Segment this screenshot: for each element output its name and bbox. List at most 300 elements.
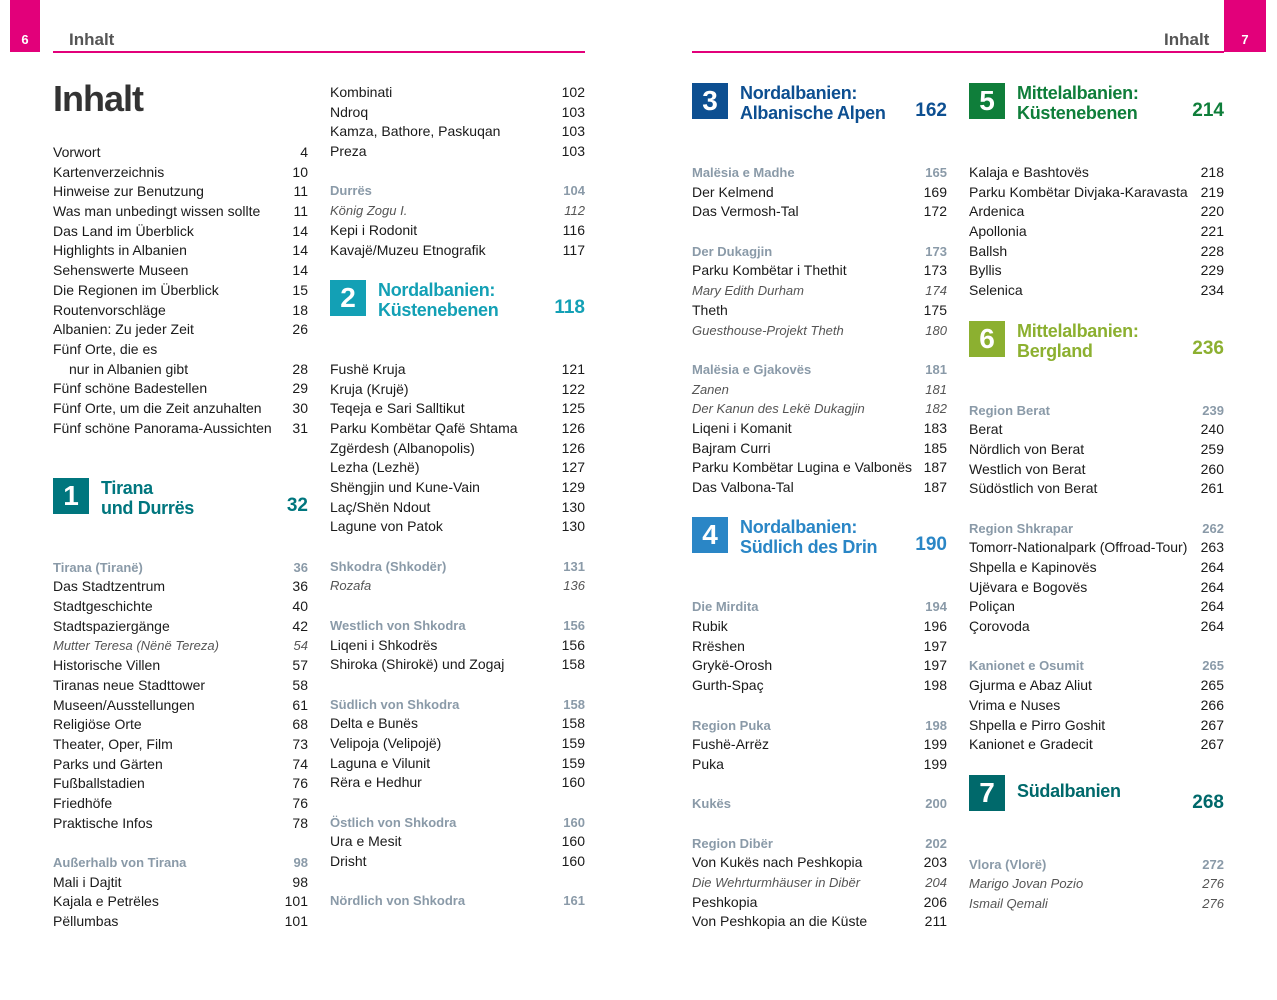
spacer xyxy=(692,814,947,834)
toc-entry[interactable] xyxy=(969,222,1224,242)
toc-entry-label: Rubik xyxy=(692,618,728,635)
chapter-page-number: 214 xyxy=(1192,100,1224,121)
toc-entry[interactable] xyxy=(969,716,1224,736)
toc-entry[interactable] xyxy=(969,261,1224,281)
toc-entry[interactable] xyxy=(330,517,585,537)
toc-entry-page: 61 xyxy=(292,696,308,713)
spacer xyxy=(692,498,947,518)
toc-entry[interactable] xyxy=(692,637,947,657)
toc-entry[interactable] xyxy=(330,103,585,123)
toc-entry-label: Liqeni i Shkodrës xyxy=(330,636,438,653)
toc-entry[interactable] xyxy=(692,853,947,873)
spacer xyxy=(692,340,947,360)
toc-entry[interactable] xyxy=(53,399,308,419)
right-page-number-tab xyxy=(1224,0,1266,52)
toc-entry-page: 98 xyxy=(293,855,308,871)
toc-entry-page: 29 xyxy=(292,380,308,397)
toc-feature-entry[interactable] xyxy=(53,636,308,656)
toc-entry-page: 28 xyxy=(292,360,308,377)
chapter-title-line-1: Mittelalbanien: xyxy=(1017,320,1139,341)
toc-entry-page: 187 xyxy=(923,459,947,476)
toc-entry-label: Rrëshen xyxy=(692,637,745,654)
toc-entry-page: 57 xyxy=(292,657,308,674)
toc-entry[interactable] xyxy=(969,281,1224,301)
chapter-title-line-1: Nordalbanien: xyxy=(740,83,858,103)
toc-entry-label: Theth xyxy=(692,301,728,318)
toc-entry-label: Delta e Bunës xyxy=(330,715,418,732)
toc-entry-page: 76 xyxy=(292,794,308,811)
toc-section-heading[interactable] xyxy=(969,519,1224,539)
chapter-heading-4[interactable] xyxy=(692,517,947,597)
toc-entry-label: Parku Kombëtar Divjaka-Karavasta xyxy=(969,183,1188,200)
toc-entry-label: Theater, Oper, Film xyxy=(53,735,173,752)
toc-entry-page: 101 xyxy=(284,913,308,930)
toc-entry-label: Von Kukës nach Peshkopia xyxy=(692,854,863,871)
toc-section-heading[interactable] xyxy=(330,891,585,911)
chapter-title-line-2: Küstenebenen xyxy=(1017,103,1138,123)
toc-entry[interactable] xyxy=(330,498,585,518)
toc-entry-label: Grykë-Orosh xyxy=(692,657,773,674)
toc-entry-page: 239 xyxy=(1202,402,1224,418)
toc-entry-page: 73 xyxy=(292,735,308,752)
toc-feature-entry[interactable] xyxy=(969,894,1224,914)
toc-entry-label: Kombinati xyxy=(330,84,393,100)
chapter-number-badge: 1 xyxy=(53,478,89,514)
toc-entry-label: Region Dibër xyxy=(692,835,773,851)
chapter-title-line-2: Albanische Alpen xyxy=(740,103,886,123)
toc-entry[interactable] xyxy=(692,458,947,478)
toc-entry[interactable] xyxy=(53,597,308,617)
toc-entry[interactable] xyxy=(969,440,1224,460)
toc-entry-label: Velipoja (Velipojë) xyxy=(330,734,442,751)
toc-entry-label: Gurth-Spaç xyxy=(692,677,764,694)
toc-feature-entry[interactable] xyxy=(692,399,947,419)
toc-entry[interactable] xyxy=(692,676,947,696)
toc-entry-page: 122 xyxy=(561,380,585,397)
toc-entry[interactable] xyxy=(969,538,1224,558)
toc-entry-page: 198 xyxy=(923,677,947,694)
chapter-title-line-1: Nordalbanien: xyxy=(378,279,496,300)
toc-entry-page: 272 xyxy=(1202,856,1224,872)
toc-entry-label: Albanien: Zu jeder Zeit xyxy=(53,321,194,338)
toc-entry-label: Teqeja e Sari Salltikut xyxy=(330,400,465,417)
toc-entry[interactable] xyxy=(53,755,308,775)
chapter-heading-3[interactable] xyxy=(692,83,947,163)
toc-entry-label: Zanen xyxy=(692,381,729,397)
toc-entry[interactable] xyxy=(53,320,308,340)
toc-entry-page: 160 xyxy=(561,833,585,850)
toc-entry[interactable] xyxy=(692,656,947,676)
toc-entry-label: Mary Edith Durham xyxy=(692,283,804,299)
toc-entry-label: Parku Kombëtar Qafë Shtama xyxy=(330,419,518,436)
toc-entry[interactable] xyxy=(692,301,947,321)
toc-entry-page: 11 xyxy=(293,183,308,200)
toc-entry-label: Kukës xyxy=(692,796,732,812)
toc-entry[interactable] xyxy=(53,241,308,261)
toc-entry[interactable] xyxy=(53,873,308,893)
toc-entry[interactable] xyxy=(53,617,308,637)
toc-entry-label: Peshkopia xyxy=(692,893,758,910)
toc-entry-page: 130 xyxy=(561,498,585,515)
toc-entry-label: Vrima e Nuses xyxy=(969,696,1061,713)
chapter-number-badge: 3 xyxy=(692,83,728,119)
left-header-rule xyxy=(53,51,585,53)
chapter-heading-6[interactable] xyxy=(969,321,1224,401)
toc-entry-label: Kanionet e Gradecit xyxy=(969,736,1093,753)
toc-entry-page: 204 xyxy=(925,875,947,890)
toc-entry-continuation[interactable] xyxy=(53,360,308,380)
left-header-title: Inhalt xyxy=(69,30,115,49)
toc-entry-page: 131 xyxy=(563,558,585,574)
toc-entry-page: 264 xyxy=(1200,559,1224,575)
toc-entry[interactable] xyxy=(53,143,308,163)
toc-entry-page: 194 xyxy=(925,599,947,615)
chapter-title-line-1: Tirana xyxy=(101,477,153,498)
toc-entry-page: 182 xyxy=(925,401,947,417)
toc-entry[interactable] xyxy=(969,242,1224,262)
toc-entry[interactable] xyxy=(330,360,585,380)
toc-entry-page: 264 xyxy=(1200,598,1224,615)
toc-feature-entry[interactable] xyxy=(692,281,947,301)
toc-entry-label: Kalaja e Bashtovës xyxy=(969,164,1089,180)
toc-entry[interactable] xyxy=(969,479,1224,499)
toc-entry[interactable] xyxy=(969,696,1224,716)
chapter-number-badge: 5 xyxy=(969,83,1005,119)
toc-entry-label: Südöstlich von Berat xyxy=(969,480,1098,497)
chapter-number-badge: 6 xyxy=(969,321,1005,357)
chapter-title-line-2: und Durrës xyxy=(101,497,195,518)
toc-entry[interactable] xyxy=(330,399,585,419)
toc-entry-page: 68 xyxy=(292,716,308,733)
toc-entry-page: 197 xyxy=(923,637,947,654)
toc-entry[interactable] xyxy=(53,419,308,439)
toc-entry-label: Region Puka xyxy=(692,717,771,733)
toc-entry-page: 36 xyxy=(293,559,308,575)
toc-entry-label: Kanionet e Osumit xyxy=(969,658,1084,674)
chapter-number-badge: 4 xyxy=(692,517,728,553)
toc-entry-page: 101 xyxy=(284,893,308,910)
toc-entry-label: Der Dukagjin xyxy=(692,243,773,259)
toc-entry-page: 76 xyxy=(292,775,308,792)
toc-entry[interactable] xyxy=(53,676,308,696)
toc-entry-label: Laguna e Vilunit xyxy=(330,754,431,771)
toc-entry[interactable] xyxy=(53,163,308,183)
toc-entry-label: Parku Kombëtar i Thethit xyxy=(692,262,847,279)
toc-entry-label: Poliçan xyxy=(969,598,1015,615)
toc-entry-page: 130 xyxy=(561,518,585,535)
toc-entry-label: Preza xyxy=(330,143,367,160)
toc-feature-entry[interactable] xyxy=(969,874,1224,894)
toc-entry[interactable] xyxy=(330,734,585,754)
toc-section-heading[interactable] xyxy=(692,834,947,854)
toc-entry[interactable] xyxy=(53,577,308,597)
chapter-heading-5[interactable] xyxy=(969,83,1224,163)
toc-feature-entry[interactable] xyxy=(330,201,585,221)
toc-entry-label: Region Berat xyxy=(969,402,1050,418)
toc-entry-page: 103 xyxy=(561,103,585,120)
spacer xyxy=(969,637,1224,657)
toc-entry-page: 15 xyxy=(292,281,308,298)
toc-entry[interactable] xyxy=(330,832,585,852)
toc-section-heading[interactable] xyxy=(53,558,308,578)
toc-entry[interactable] xyxy=(969,420,1224,440)
chapter-title xyxy=(101,478,308,518)
toc-entry[interactable] xyxy=(53,379,308,399)
toc-entry-page: 112 xyxy=(564,203,585,219)
toc-entry-label: Praktische Infos xyxy=(53,814,153,831)
toc-entry-label: Westlich von Berat xyxy=(969,460,1086,477)
toc-entry-page: 42 xyxy=(292,617,308,634)
toc-entry[interactable] xyxy=(692,202,947,222)
toc-entry[interactable] xyxy=(330,439,585,459)
toc-entry-page: 36 xyxy=(292,578,308,595)
toc-entry[interactable] xyxy=(969,578,1224,598)
toc-entry-page: 266 xyxy=(1200,696,1224,713)
toc-entry[interactable] xyxy=(330,122,585,142)
toc-entry-label: Nördlich von Berat xyxy=(969,440,1085,457)
toc-section-heading[interactable] xyxy=(330,557,585,577)
toc-entry-label: Stadtspaziergänge xyxy=(53,617,170,634)
toc-entry-label: Kruja (Krujë) xyxy=(330,380,409,397)
toc-entry[interactable] xyxy=(53,794,308,814)
toc-entry[interactable] xyxy=(692,912,947,932)
toc-entry[interactable] xyxy=(692,439,947,459)
toc-feature-entry[interactable] xyxy=(692,321,947,341)
toc-entry-page: 199 xyxy=(923,736,947,753)
toc-entry[interactable] xyxy=(330,380,585,400)
toc-entry[interactable] xyxy=(692,617,947,637)
toc-entry-page: 263 xyxy=(1200,539,1224,556)
toc-entry-label: Routenvorschläge xyxy=(53,301,166,318)
toc-section-heading[interactable] xyxy=(969,401,1224,421)
toc-entry-label: Vorwort xyxy=(53,144,101,160)
toc-entry[interactable] xyxy=(692,419,947,439)
toc-entry-page: 54 xyxy=(293,638,308,654)
toc-entry-page: 14 xyxy=(292,242,308,259)
toc-entry-label: Fushë-Arrëz xyxy=(692,736,770,753)
toc-entry-label: Highlights in Albanien xyxy=(53,242,187,259)
toc-entry-page: 4 xyxy=(300,144,308,160)
toc-entry-label: Region Shkrapar xyxy=(969,520,1074,536)
toc-feature-entry[interactable] xyxy=(692,380,947,400)
toc-entry[interactable] xyxy=(330,458,585,478)
toc-entry[interactable] xyxy=(53,202,308,222)
toc-entry[interactable] xyxy=(692,893,947,913)
chapter-title-line-2: Südlich des Drin xyxy=(740,537,878,558)
toc-section-heading[interactable] xyxy=(330,695,585,715)
toc-entry-page: 136 xyxy=(563,578,585,594)
chapter-page-number: 118 xyxy=(554,296,585,318)
toc-entry[interactable] xyxy=(53,656,308,676)
toc-section-heading[interactable] xyxy=(692,242,947,262)
toc-entry[interactable] xyxy=(330,773,585,793)
toc-entry-label: Nördlich von Shkodra xyxy=(330,893,466,909)
chapter-heading-1[interactable] xyxy=(53,478,308,558)
toc-section-heading[interactable] xyxy=(692,794,947,814)
toc-entry-page: 185 xyxy=(923,439,947,456)
toc-entry[interactable] xyxy=(330,754,585,774)
toc-entry[interactable] xyxy=(53,814,308,834)
spacer xyxy=(330,872,585,892)
spacer xyxy=(330,162,585,182)
toc-entry[interactable] xyxy=(53,182,308,202)
toc-entry-label: Was man unbedingt wissen sollte xyxy=(53,203,261,220)
toc-entry-label: Außerhalb von Tirana xyxy=(53,855,187,871)
left-page-number: 6 xyxy=(21,32,29,47)
spacer xyxy=(969,755,1224,775)
toc-entry-page: 174 xyxy=(925,283,947,299)
toc-entry[interactable] xyxy=(330,852,585,872)
toc-entry-label: Das Valbona-Tal xyxy=(692,479,794,495)
toc-entry[interactable] xyxy=(692,478,947,498)
toc-entry[interactable] xyxy=(53,261,308,281)
toc-entry[interactable] xyxy=(330,636,585,656)
toc-entry-page: 187 xyxy=(923,479,947,495)
toc-section-heading[interactable] xyxy=(53,853,308,873)
toc-entry-page: 102 xyxy=(561,84,585,100)
toc-entry[interactable] xyxy=(969,558,1224,578)
toc-entry[interactable] xyxy=(53,301,308,321)
toc-entry[interactable] xyxy=(692,735,947,755)
toc-entry-label: Puka xyxy=(692,755,724,772)
toc-entry-label: Shëngjin und Kune-Vain xyxy=(330,479,480,495)
toc-column-4 xyxy=(969,83,1224,914)
toc-section-heading[interactable] xyxy=(330,813,585,833)
spacer xyxy=(692,222,947,242)
toc-entry[interactable] xyxy=(53,892,308,912)
toc-entry-label: Kepi i Rodonit xyxy=(330,221,418,238)
toc-entry[interactable] xyxy=(53,774,308,794)
toc-entry[interactable] xyxy=(330,221,585,241)
toc-section-heading[interactable] xyxy=(692,163,947,183)
toc-entry-page: 98 xyxy=(292,873,308,890)
toc-entry[interactable] xyxy=(53,340,308,360)
toc-entry-label: Südlich von Shkodra xyxy=(330,696,460,712)
toc-entry-label: Berat xyxy=(969,421,1003,438)
chapter-page-number: 190 xyxy=(915,534,947,556)
toc-entry-label: Die Mirdita xyxy=(692,599,759,615)
toc-entry-page: 260 xyxy=(1200,460,1224,477)
toc-entry-label: Malësia e Madhe xyxy=(692,165,795,180)
toc-entry-label: Kamza, Bathore, Paskuqan xyxy=(330,123,501,140)
toc-entry-page: 158 xyxy=(563,696,585,712)
toc-entry[interactable] xyxy=(969,460,1224,480)
toc-entry[interactable] xyxy=(330,241,585,261)
toc-entry-label: Das Stadtzentrum xyxy=(53,578,166,595)
spacer xyxy=(969,301,1224,321)
toc-section-heading[interactable] xyxy=(969,656,1224,676)
toc-entry-page: 169 xyxy=(923,183,947,200)
toc-entry-page: 261 xyxy=(1200,480,1224,497)
toc-entry[interactable] xyxy=(969,183,1224,203)
toc-entry[interactable] xyxy=(53,912,308,932)
toc-entry[interactable] xyxy=(330,83,585,103)
toc-entry[interactable] xyxy=(969,735,1224,755)
toc-section-heading[interactable] xyxy=(692,716,947,736)
toc-entry[interactable] xyxy=(969,676,1224,696)
chapter-title-line-2: Südalbanien xyxy=(1017,780,1121,801)
toc-entry-page: 158 xyxy=(561,715,585,732)
toc-entry[interactable] xyxy=(330,478,585,498)
toc-entry[interactable] xyxy=(330,419,585,439)
toc-entry-label: Fushë Kruja xyxy=(330,360,406,377)
toc-entry-page: 160 xyxy=(561,774,585,791)
toc-entry-page: 175 xyxy=(923,301,947,318)
toc-entry-label: Die Wehrturmhäuser in Dibër xyxy=(692,875,861,890)
chapter-page-number: 268 xyxy=(1192,791,1224,813)
toc-entry[interactable] xyxy=(330,655,585,675)
toc-entry-label: Kavajë/Muzeu Etnografik xyxy=(330,241,486,258)
toc-entry[interactable] xyxy=(53,715,308,735)
toc-entry-label: Kajala e Petrëles xyxy=(53,893,159,910)
chapter-heading-2[interactable] xyxy=(330,280,585,360)
toc-entry[interactable] xyxy=(692,183,947,203)
toc-entry-page: 129 xyxy=(561,479,585,495)
toc-section-heading[interactable] xyxy=(969,855,1224,875)
toc-entry[interactable] xyxy=(692,755,947,775)
toc-entry-page: 14 xyxy=(292,222,308,239)
toc-entry-page: 161 xyxy=(563,893,585,909)
right-header-rule xyxy=(692,51,1224,53)
toc-entry-page: 156 xyxy=(561,636,585,653)
toc-entry[interactable] xyxy=(969,617,1224,637)
toc-entry[interactable] xyxy=(330,714,585,734)
spacer xyxy=(330,675,585,695)
toc-entry-page: 264 xyxy=(1200,578,1224,595)
toc-entry-label: Der Kelmend xyxy=(692,183,774,200)
toc-feature-entry[interactable] xyxy=(330,576,585,596)
toc-entry-label: Religiöse Orte xyxy=(53,716,142,733)
toc-entry-page: 220 xyxy=(1200,203,1224,220)
toc-entry[interactable] xyxy=(969,597,1224,617)
toc-section-heading[interactable] xyxy=(692,360,947,380)
toc-entry-page: 40 xyxy=(292,598,308,615)
toc-entry-page: 234 xyxy=(1200,282,1224,299)
toc-section-heading[interactable] xyxy=(330,616,585,636)
toc-entry-label: Das Vermosh-Tal xyxy=(692,203,799,220)
toc-feature-entry[interactable] xyxy=(692,873,947,893)
toc-entry[interactable] xyxy=(692,261,947,281)
toc-entry[interactable] xyxy=(53,222,308,242)
toc-entry[interactable] xyxy=(53,735,308,755)
toc-column-1 xyxy=(53,143,308,932)
toc-entry-label: Sehenswerte Museen xyxy=(53,262,189,279)
toc-entry-label: Die Regionen im Überblick xyxy=(53,281,219,298)
toc-entry[interactable] xyxy=(330,142,585,162)
toc-section-heading[interactable] xyxy=(330,181,585,201)
toc-entry[interactable] xyxy=(969,202,1224,222)
toc-entry[interactable] xyxy=(969,163,1224,183)
toc-entry-label: Durrës xyxy=(330,183,372,199)
toc-section-heading[interactable] xyxy=(692,597,947,617)
toc-entry-page: 259 xyxy=(1200,440,1224,457)
toc-entry[interactable] xyxy=(53,281,308,301)
toc-entry-label: Tirana (Tiranë) xyxy=(53,559,143,575)
toc-entry-page: 78 xyxy=(292,814,308,831)
toc-entry-page: 173 xyxy=(925,243,947,259)
spacer xyxy=(330,537,585,557)
toc-entry[interactable] xyxy=(53,696,308,716)
chapter-heading-7[interactable] xyxy=(969,775,1224,855)
toc-entry-label: Drisht xyxy=(330,853,367,870)
toc-entry-label: Ujëvara e Bogovës xyxy=(969,578,1088,595)
toc-entry-label: Lezha (Lezhë) xyxy=(330,459,420,476)
toc-entry-label: Laç/Shën Ndout xyxy=(330,498,431,515)
toc-entry-page: 196 xyxy=(923,618,947,635)
toc-entry-label: Hinweise zur Benutzung xyxy=(53,183,204,200)
toc-entry-label: Fünf schöne Panorama-Aussichten xyxy=(53,419,272,436)
chapter-page-number: 162 xyxy=(915,100,947,121)
